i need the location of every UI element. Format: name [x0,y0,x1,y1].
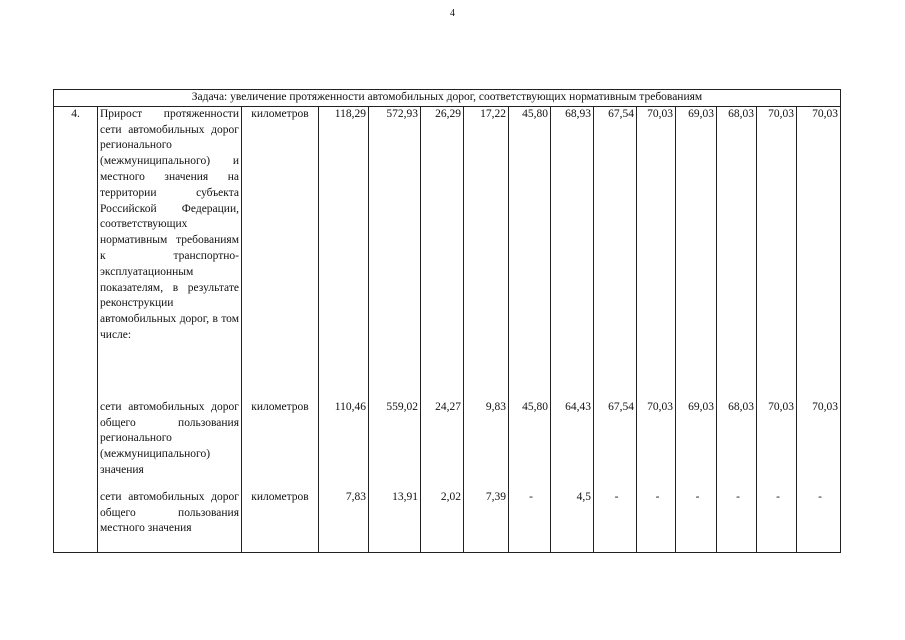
item-unit: километров [251,400,309,413]
item-value: 26,29 [435,107,461,120]
item-value: 70,03 [812,107,838,120]
item-value: 68,93 [565,107,591,120]
indicators-table [53,89,841,553]
item-value: 110,46 [334,400,366,413]
item-description: Прирост протяженности сети автомобильных дорог регионального (межмуниципального) и местного значения на территории субъекта Российской Федерации, соответствующих нормативным требованиям к транспортно-эксплуатационным показателям, в результате реконструкции автомобильных дорог, в том числе: [100,107,239,341]
item-value: 13,91 [392,490,418,503]
value-cell [369,106,421,552]
item-value: 559,02 [386,400,418,413]
task-title: Задача: увеличение протяженности автомобильных дорог, соответствующих нормативным требованиям [54,90,841,107]
item-value: 69,03 [688,400,714,413]
item-value: 70,03 [768,107,794,120]
value-cell [594,106,637,552]
description-cell [98,106,242,552]
item-value: - [818,490,822,503]
item-unit: километров [251,107,309,120]
value-cell [319,106,369,552]
item-value: 70,03 [647,107,673,120]
item-value: 2,02 [440,490,461,503]
value-cell [509,106,551,552]
value-cell [676,106,717,552]
item-value: - [695,490,700,503]
value-cell [797,106,841,552]
item-value: 70,03 [647,400,673,413]
unit-cell [242,106,319,552]
value-cell [464,106,509,552]
item-value: 45,80 [522,107,548,120]
item-unit: километров [251,490,309,503]
item-value: 67,54 [608,107,634,120]
item-value: 69,03 [688,107,714,120]
item-value: 67,54 [608,400,634,413]
item-value: - [776,490,780,503]
value-cell [637,106,676,552]
value-cell [551,106,594,552]
item-value: 572,93 [386,107,418,120]
item-value: 24,27 [435,400,461,413]
item-value: 45,80 [522,400,548,413]
item-value: - [736,490,740,503]
item-value: 68,03 [728,400,754,413]
item-value: - [529,490,533,503]
item-value: 7,39 [485,490,506,503]
item-value: - [614,490,619,503]
item-value: 70,03 [768,400,794,413]
item-value: 68,03 [728,107,754,120]
item-value: 118,29 [334,107,366,120]
item-value: - [655,490,660,503]
task-title-row [54,90,841,107]
item-description: сети автомобильных дорог общего пользования регионального (межмуниципального) значения [100,400,239,476]
item-value: 17,22 [480,107,506,120]
item-value: 7,83 [345,490,366,503]
value-cell [717,106,757,552]
table-row [54,106,841,552]
item-value: 64,43 [565,400,591,413]
value-cell [757,106,797,552]
value-cell [421,106,464,552]
item-value: 70,03 [812,400,838,413]
row-number: 4. [54,106,98,552]
item-value: 4,5 [576,490,591,503]
item-value: 9,83 [485,400,506,413]
page-number: 4 [450,8,455,19]
item-description: сети автомобильных дорог общего пользования местного значения [100,490,239,535]
